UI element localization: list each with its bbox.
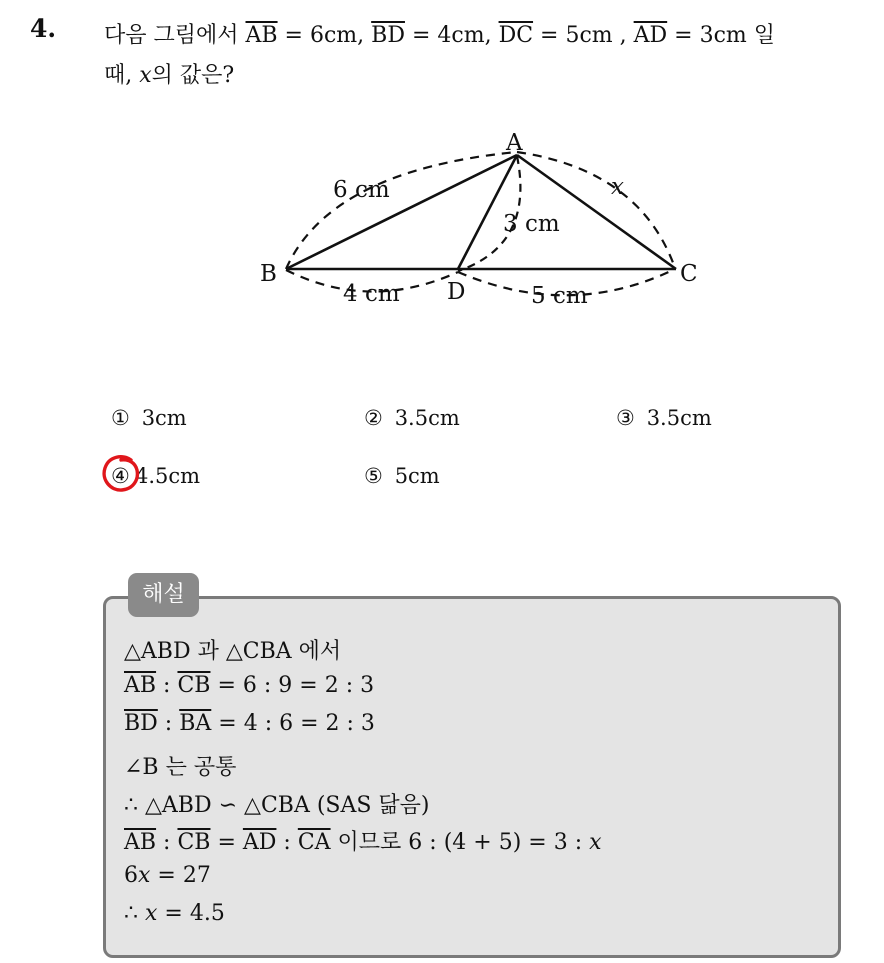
question-text-line1: 다음 그림에서 $\overline{AB} = 6cm$, $\overline{BD} = 4cm$, $\overline{DC} = 5cm$ , $\overline{AD} = 3cm$ 일 — [104, 23, 776, 48]
point-d-label: D — [447, 279, 466, 305]
line-ab — [286, 155, 517, 269]
answer-mark-circle — [101, 452, 141, 494]
length-ac-label: x — [611, 174, 624, 200]
length-bd-label: 4 cm — [343, 281, 400, 307]
question-text-line2: 때, x의 값은? — [104, 63, 235, 88]
length-ad-label: 3 cm — [503, 211, 560, 237]
choice-3[interactable]: ③ 3.5cm — [616, 406, 712, 430]
solution-line-6: $\overline{AB}$ : $\overline{CB} = \overline{AD}$ : $\overline{CA}$ 이므로 6 : (4 + 5) = 3 : x — [124, 830, 602, 855]
solution-tag: 해설 — [128, 573, 199, 617]
segment-ad: $\overline{AD}$ — [633, 23, 668, 48]
solution-line-2: $\overline{AB}$ : $\overline{CB} = 6$ : 9 = 2 : 3 — [124, 673, 375, 698]
point-b-label: B — [260, 261, 277, 287]
choice-5[interactable]: ⑤ 5cm — [364, 464, 440, 488]
question-number: 4. — [30, 14, 57, 43]
segment-dc: $\overline{DC}$ — [498, 23, 534, 48]
solution-line-4: ∠B 는 공통 — [124, 755, 237, 780]
segment-bd: $\overline{BD}$ — [371, 23, 405, 48]
length-dc-label: 5 cm — [531, 283, 588, 309]
point-c-label: C — [680, 261, 698, 287]
choice-4[interactable]: ④ 4.5cm — [111, 464, 201, 488]
solution-line-3: $\overline{BD}$ : $\overline{BA} = 4$ : 6 = 2 : 3 — [124, 711, 375, 736]
solution-line-5: ∴ △ABD ∽ △CBA (SAS 닮음) — [124, 793, 430, 818]
length-ab-label: 6 cm — [333, 177, 390, 203]
solution-line-7: 6x = 27 — [124, 863, 211, 888]
solution-line-1: △ABD 과 △CBA 에서 — [124, 639, 342, 664]
triangle-figure — [250, 120, 720, 310]
point-a-label: A — [506, 130, 523, 156]
choice-2[interactable]: ② 3.5cm — [364, 406, 460, 430]
solution-line-8: ∴ x = 4.5 — [124, 901, 225, 926]
choice-1[interactable]: ① 3cm — [111, 406, 187, 430]
segment-ab: $\overline{AB}$ — [245, 23, 278, 48]
triangle-lines — [286, 155, 676, 269]
